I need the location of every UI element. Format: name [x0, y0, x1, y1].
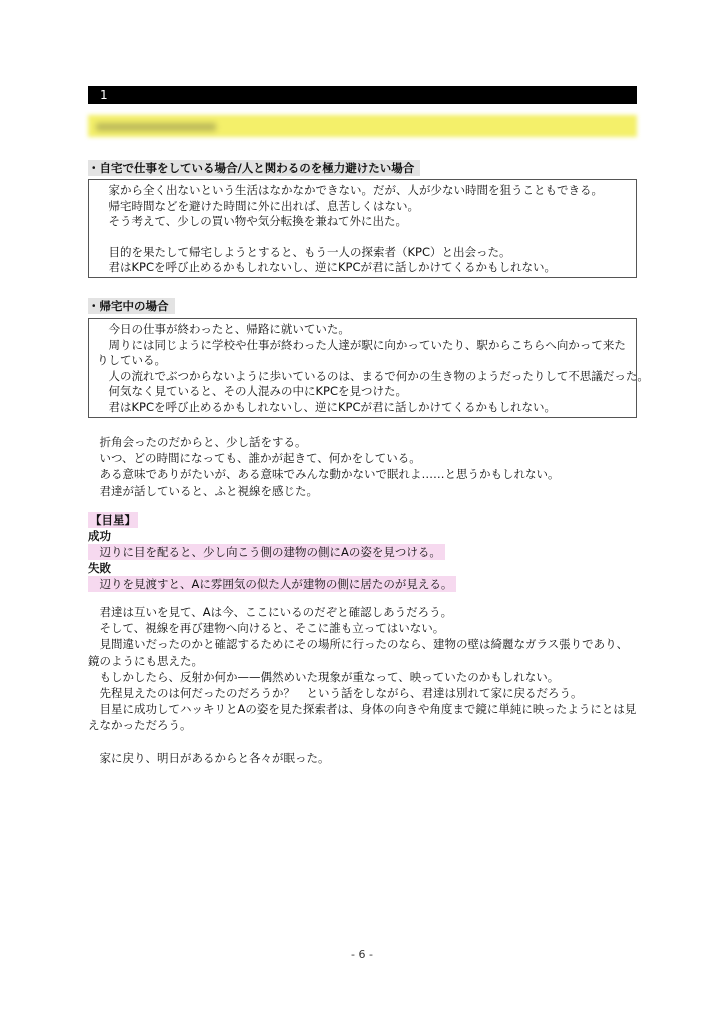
box-line: 何気なく見ていると、その人混みの中にKPCを見つけた。 [108, 384, 408, 399]
box-line: 周りには同じように学校や仕事が終わった人達が駅に向かっていたり、駅からこちらへ向かって来たりしている。 [97, 337, 626, 368]
narration-line: 君達が話していると、ふと視線を感じた。 [99, 483, 318, 498]
narration-line: いつ、どの時間になっても、誰かが起きて、何かをしている。 [99, 451, 421, 466]
section-box-commute [88, 318, 649, 418]
box-line: 帰宅時間などを避けた時間に外に出れば、息苦しくはない。 [108, 198, 419, 213]
narration-line: 見間違いだったのかと確認するためにその場所に行ったのなら、建物の壁は綺麗なガラス張りであり、鏡のようにも思えた。 [88, 637, 629, 668]
box-line: 君はKPCを呼び止めるかもしれないし、逆にKPCが君に話しかけてくるかもしれない。 [108, 399, 557, 414]
skill-check-heading [88, 512, 138, 528]
narration-line: 家に戻り、明日があるからと各々が眠った。 [99, 750, 330, 765]
narration-line: ある意味でありがたいが、ある意味でみんな動かないで眠れよ……と思うかもしれない。 [99, 467, 560, 482]
chapter-number: 1 [100, 88, 108, 102]
redacted-text [96, 123, 216, 131]
narration-block-1 [88, 434, 637, 499]
narration-block-2 [88, 604, 637, 766]
section-heading-home: ・自宅で仕事をしている場合/人と関わるのを極力避けたい場合 [88, 160, 420, 176]
success-label: 成功 [88, 529, 111, 543]
box-line: 人の流れでぶつからないように歩いているのは、まるで何かの生き物のようだったりして不思議だった。 [108, 368, 649, 383]
narration-blank-line [88, 734, 637, 750]
narration-line: もしかしたら、反射か何か——偶然めいた現象が重なって、映っていたのかもしれない。 [99, 669, 560, 684]
page-number: - 6 - [351, 948, 373, 961]
box-line: 君はKPCを呼び止めるかもしれないし、逆にKPCが君に話しかけてくるかもしれない。 [108, 260, 557, 275]
narration-line: 先程見えたのは何だったのだろうか？ という話をしながら、君達は別れて家に戻るだろう。 [99, 686, 583, 701]
box-line: 家から全く出ないという生活はなかなかできない。だが、人が少ない時間を狙うこともできる。 [108, 183, 603, 197]
section-heading-commute: ・帰宅中の場合 [88, 298, 175, 314]
redacted-highlight [88, 115, 637, 137]
narration-line: 目星に成功してハッキリとAの姿を見た探索者は、身体の向きや角度まで鏡に単純に映ったようにとは見えなかっただろう。 [88, 702, 637, 733]
narration-line: 折角会ったのだからと、少し話をする。 [99, 435, 307, 449]
section-box-home [88, 179, 637, 278]
success-text: 辺りに目を配ると、少し向こう側の建物の側にAの姿を見つける。 [88, 544, 445, 560]
box-blank-line [97, 230, 628, 245]
skill-check-tag: 【目星】 [90, 513, 136, 527]
failure-label: 失敗 [88, 561, 111, 575]
box-line: 今日の仕事が終わったと、帰路に就いていた。 [108, 322, 350, 336]
failure-text: 辺りを見渡すと、Aに雰囲気の似た人が建物の側に居たのが見える。 [88, 576, 456, 592]
chapter-header-bar [88, 86, 637, 104]
narration-line: そして、視線を再び建物へ向けると、そこに誰も立ってはいない。 [99, 621, 445, 636]
box-line: そう考えて、少しの買い物や気分転換を兼ねて外に出た。 [108, 214, 407, 229]
box-line: 目的を果たして帰宅しようとすると、もう一人の探索者（KPC）と出会った。 [108, 244, 511, 259]
narration-line: 君達は互いを見て、Aは今、ここにいるのだぞと確認しあうだろう。 [99, 605, 453, 619]
